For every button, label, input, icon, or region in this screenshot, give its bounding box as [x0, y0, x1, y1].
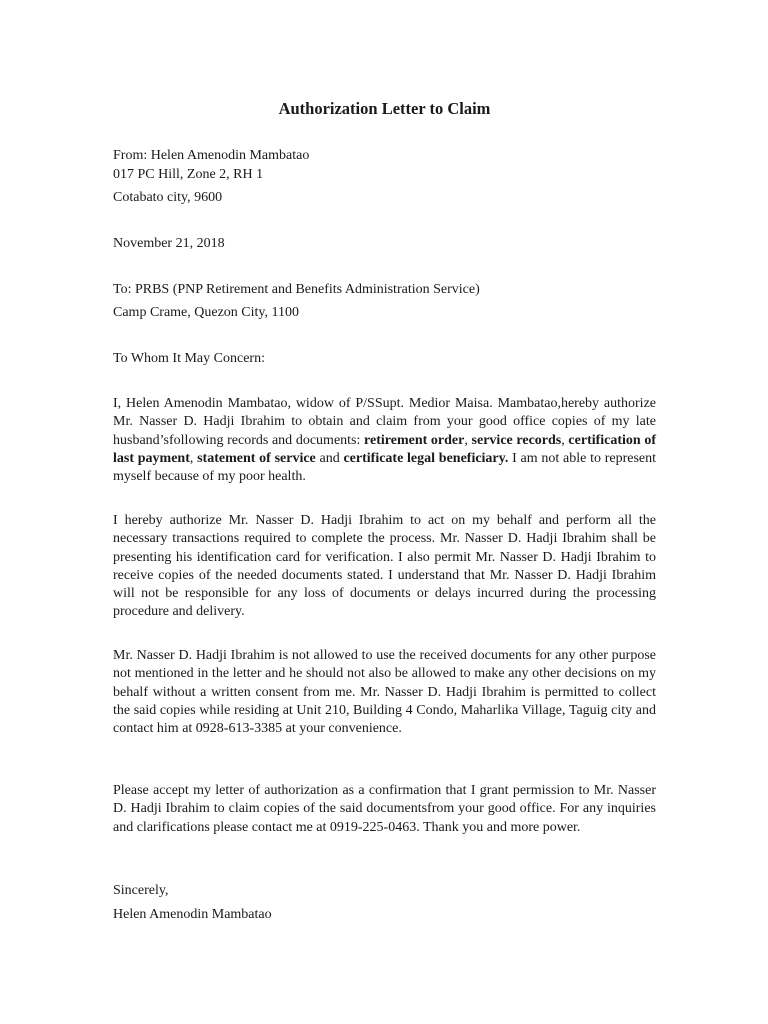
- signature-name: Helen Amenodin Mambatao: [113, 907, 272, 922]
- sender-address-line-2: Cotabato city, 9600: [113, 190, 223, 205]
- salutation: To Whom It May Concern:: [113, 351, 265, 366]
- paragraph-restrictions: Mr. Nasser D. Hadji Ibrahim is not allowed to use the received documents for any other purpose not mentioned in the letter and he should not also be allowed to make any other decisions on my behalf without a written consent from me. Mr. Nasser D. Hadji Ibrahim is permitted to collect the said copies while residing at Unit 210, Building 4 Condo, Maharlika Village, Taguig city and contact him at 0928-613-3385 at your convenience.: [113, 648, 656, 737]
- sender-from-line: From: Helen Amenodin Mambatao: [113, 148, 310, 163]
- document-certificate-legal-beneficiary: certificate legal beneficiary.: [343, 450, 509, 466]
- letter-title: Authorization Letter to Claim: [278, 99, 491, 118]
- paragraph-confirmation: Please accept my letter of authorization as a confirmation that I grant permission to Mr. Nasser D. Hadji Ibrahim to claim copies of the said documentsfrom your good office. For any inquiries and clarifications please contact me at 0919-225-0463. Thank you and more power.: [113, 783, 656, 835]
- separator-3: ,: [189, 450, 198, 466]
- document-retirement-order: retirement order: [364, 432, 465, 448]
- document-certification-last-payment: certification of last payment: [113, 432, 657, 466]
- document-service-records: service records: [471, 432, 562, 448]
- document-statement-of-service: statement of service: [197, 450, 316, 466]
- letter-date: November 21, 2018: [113, 236, 225, 251]
- paragraph-authorization: [113, 395, 656, 486]
- paragraph-1-closing: I am not able to represent myself because of my poor health.: [113, 450, 657, 485]
- separator-1: ,: [464, 432, 472, 448]
- separator-4: and: [315, 450, 344, 466]
- sender-address-line-1: 017 PC Hill, Zone 2, RH 1: [113, 167, 264, 182]
- paragraph-1-intro: I, Helen Amenodin Mambatao, widow of P/SSupt. Medior Maisa. Mambatao,hereby authorize Mr. Nasser D. Hadji Ibrahim to obtain and claim from your good office copies of my late husband’sfollowing records and documents:: [113, 396, 656, 448]
- recipient-to-line: To: PRBS (PNP Retirement and Benefits Administration Service): [113, 282, 480, 297]
- closing-sincerely: Sincerely,: [113, 883, 169, 898]
- letter-page: [113, 0, 656, 1024]
- paragraph-acts-on-behalf: I hereby authorize Mr. Nasser D. Hadji Ibrahim to act on my behalf and perform all the necessary transactions required to complete the process. Mr. Nasser D. Hadji Ibrahim shall be presenting his identification card for verification. I also permit Mr. Nasser D. Hadji Ibrahim to receive copies of the needed documents stated. I understand that Mr. Nasser D. Hadji Ibrahim will not be responsible for any loss of documents or delays incurred during the processing procedure and delivery.: [113, 513, 656, 620]
- separator-2: ,: [561, 432, 569, 448]
- recipient-address: Camp Crame, Quezon City, 1100: [113, 305, 299, 320]
